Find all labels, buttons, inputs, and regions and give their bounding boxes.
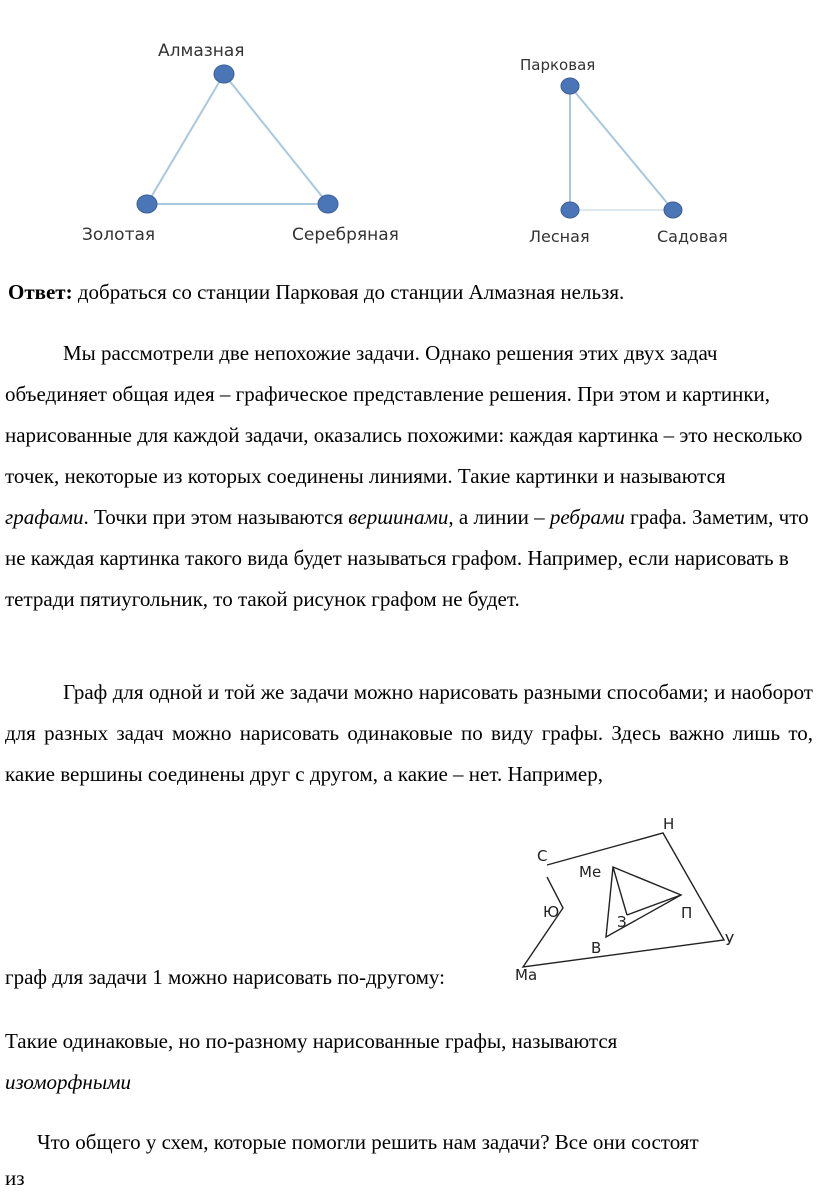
label-s: С — [537, 847, 548, 865]
node-sadovaya — [664, 202, 682, 218]
paragraph2-text: Граф для одной и той же задачи можно нарисовать разными способами; и наоборот для разных задач можно нарисовать одинаковые по виду графы. Здесь важно лишь то, какие вершины соединены друг с другом, а какие – нет. Например, — [5, 680, 813, 786]
term-grafami: графами — [5, 505, 84, 529]
paragraph1-part2: . Точки при этом называются — [83, 505, 349, 529]
edge-parkovaya-sadovaya — [570, 86, 673, 210]
answer-text: добраться со станции Парковая до станции Алмазная нельзя. — [72, 280, 625, 304]
edge-z-p — [627, 895, 681, 915]
graph-left — [82, 41, 399, 245]
label-p: П — [681, 904, 693, 922]
label-lesnaya: Лесная — [529, 227, 590, 246]
paragraph4-text: Что общего у схем, которые помогли решить нам задачи? Все они состоят — [37, 1130, 699, 1154]
paragraph1-part1: Мы рассмотрели две непохожие задачи. Однако решения этих двух задач объединяет общая идея – графическое представление решения. При этом и картинки, нарисованные для каждой задачи, оказались похожими: каждая картинка – это несколько точек, некоторые из которых соединены линиями. Такие картинки и называются — [5, 341, 803, 488]
label-parkovaya: Парковая — [520, 56, 596, 74]
label-n: Н — [663, 815, 675, 833]
paragraph-graph-definition — [5, 333, 813, 620]
label-zolotaya: Золотая — [82, 225, 156, 245]
node-almaznaya — [214, 65, 234, 83]
label-u: У — [725, 931, 735, 949]
label-v: В — [591, 939, 602, 957]
term-rebrami: ребрами — [549, 505, 625, 529]
node-lesnaya — [561, 202, 579, 218]
paragraph-isomorphic — [5, 1021, 813, 1103]
node-zolotaya — [137, 195, 157, 213]
label-sadovaya: Садовая — [657, 227, 728, 246]
paragraph4-tail: из — [5, 1166, 25, 1190]
paragraph1-part4: графа. Заметим, что не каждая картинка такого вида будет называться графом. Например, если нарисовать в тетради пятиугольник, то такой рисунок графом не будет. — [5, 505, 809, 611]
isomorphic-graph-diagram — [505, 805, 775, 990]
label-almaznaya: Алмазная — [158, 41, 245, 61]
paragraph3-text: Такие одинаковые, но по-разному нарисованные графы, называются — [5, 1029, 618, 1053]
paragraph-drawing-ways — [5, 672, 813, 795]
term-vershinami: вершинами — [348, 505, 449, 529]
graph-redraw-line: граф для задачи 1 можно нарисовать по-другому: — [5, 965, 445, 989]
paragraph1-part3: , а линии – — [448, 505, 550, 529]
label-serebryanaya: Серебряная — [292, 225, 399, 245]
edge-almaznaya-zolotaya — [147, 74, 224, 204]
node-serebryanaya — [318, 195, 338, 213]
answer-label: Ответ: — [8, 280, 73, 304]
term-izomorfnymi: изоморфными — [5, 1070, 131, 1094]
edge-me-z — [613, 867, 627, 915]
label-z: З — [617, 913, 627, 931]
outer-edges — [523, 833, 724, 967]
paragraph-common — [5, 1124, 813, 1196]
label-ma: Ма — [515, 966, 538, 984]
answer-line — [8, 272, 624, 312]
edge-almaznaya-serebryanaya — [224, 74, 328, 204]
label-me: Ме — [579, 863, 602, 881]
node-parkovaya — [561, 78, 579, 94]
graph-right — [520, 56, 728, 246]
metro-graphs-diagram — [0, 0, 816, 260]
label-yu: Ю — [543, 903, 560, 921]
